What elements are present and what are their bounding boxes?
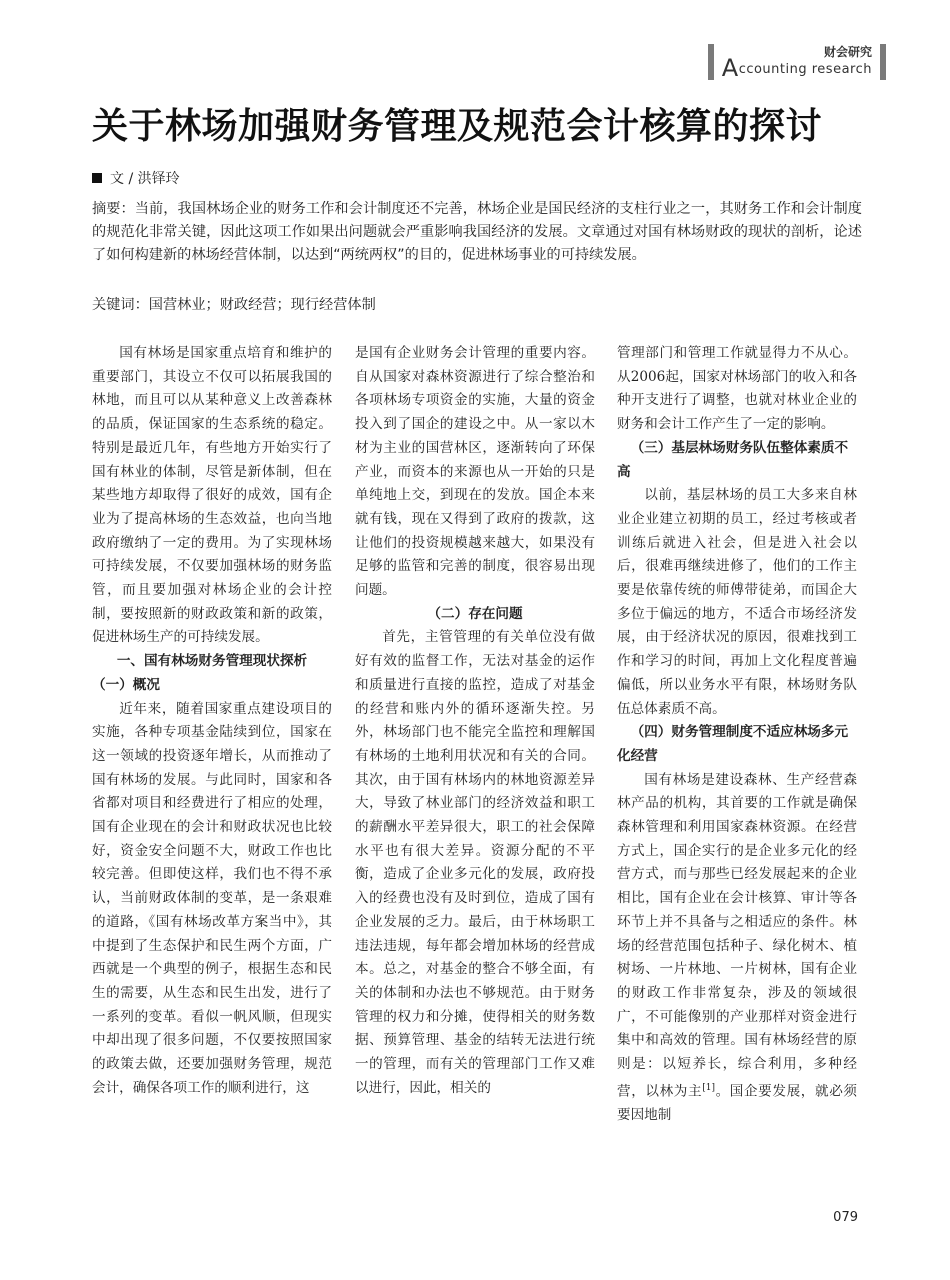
article-title: 关于林场加强财务管理及规范会计核算的探讨 [92,106,823,147]
keywords: 关键词：国营林业；财政经营；现行经营体制 [92,297,376,313]
abstract: 摘要：当前，我国林场企业的财务工作和会计制度还不完善，林场企业是国民经济的支柱行业之一，其财务工作和会计制度的规范化非常关键，因此这项工作如果出问题就会严重影响我国经济的发展。文章通过对国有林场财政的现状的剖析，论述了如何构建新的林场经营体制，以达到“两统两权”的目的，促进林场事业的可持续发展。 [92,201,862,263]
paragraph: 管理部门和管理工作就显得力不从心。从2006起，国家对林场部门的收入和各种开支进行了调整，也就对林业企业的财务和会计工作产生了一定的影响。 [617,345,857,433]
paragraph [617,769,857,1128]
paragraph: 以前，基层林场的员工大多来自林业企业建立初期的员工，经过考核或者训练后就进入社会，但是进入社会以后，很难再继续进修了，他们的工作主要是依靠传统的师傅带徒弟，而国企大多位于偏远的地方，不适合市场经济发展，由于经济状况的原因，很难找到工作和学习的时间，再加上文化程度普遍偏低，所以业务水平有限，林场财务队伍总体素质不高。 [617,487,857,717]
section-header [708,44,886,80]
paragraph: 是国有企业财务会计管理的重要内容。自从国家对森林资源进行了综合整治和各项林场专项资金的实施，大量的资金投入到了国企的建设之中。从一家以木材为主业的国营林区，逐渐转向了环保产业，而资本的来源也从一开始的只是单纯地上交，到现在的发放。国企本来就有钱，现在又得到了政府的拨款，这让他们的投资规模越来越大，如果没有足够的监管和完善的制度，很容易出现问题。 [355,345,595,599]
author-name: 文 / 洪铎玲 [110,171,180,187]
subsection-heading: （四）财务管理制度不适应林场多元化经营 [617,724,849,764]
section-name-cn: 财会研究 [823,45,872,59]
column-3 [617,342,857,1128]
subsection-heading: （三）基层林场财务队伍整体素质不高 [617,439,849,480]
square-bullet-icon [92,173,102,183]
section-name-en-rest: ccounting research [738,62,872,77]
column-2 [355,342,595,1101]
paragraph: 国有林场是国家重点培育和维护的重要部门，其设立不仅可以拓展我国的林地，而且可以从某种意义上改善森林的品质，保证国家的生态系统的稳定。特别是最近几年，有些地方开始实行了国有林业的体制，尽管是新体制，但在某些地方却取得了很好的成效，国有企业为了提高林场的生态效益，也向当地政府缴纳了一定的费用。为了实现林场可持续发展，不仅要加强林场的财务监管，而且要加强对林场企业的会计控制，要按照新的财政政策和新的政策，促进林场生产的可持续发展。 [92,345,332,646]
header-text [714,44,880,80]
paragraph: 近年来，随着国家重点建设项目的实施，各种专项基金陆续到位，国家在这一领域的投资逐年增长，从而推动了国有林场的发展。与此同时，国家和各省都对项目和经费进行了相应的处理，国有企业现在的会计和财政状况也比较好，资金安全问题不大，财政工作也比较完善。但即使这样，我们也不得不承认，当前财政体制的变革，是一条艰难的道路，《国有林场改革方案当中》，其中提到了生态保护和民生两个方面，广西就是一个典型的例子，根据生态和民生的需要，从生态和民生出发，进行了一系列的变革。看似一帆风顺，但现实中却出现了很多问题，不仅要按照国家的政策去做，还要加强财务管理，规范会计，确保各项工作的顺利进行，这 [92,700,332,1096]
author-line [92,168,180,188]
section-heading: 一、国有林场财务管理现状探析 [116,653,308,670]
section-name-en [721,54,872,82]
subsection-heading: （一）概况 [92,676,160,693]
subsection-heading: （二）存在问题 [427,605,523,622]
section-name-en-initial: A [721,54,739,82]
column-1 [92,342,332,1101]
reference-marker: [1] [702,1082,715,1093]
paragraph: 首先，主管管理的有关单位没有做好有效的监督工作，无法对基金的运作和质量进行直接的监控，造成了对基金的经营和账内外的循环逐渐失控。另外，林场部门也不能完全监控和理解国有林场的土地利用状况和有关的合同。其次，由于国有林场内的林地资源差异大，导致了林业部门的经济效益和职工的薪酬水平差异很大，职工的社会保障水平也有很大差异。资源分配的不平衡，造成了企业多元化的发展，政府投入的经费也没有及时到位，造成了国有企业发展的乏力。最后，由于林场职工违法违规，每年都会增加林场的经营成本。总之，对基金的整合不够全面，有关的体制和办法也不够规范。由于财务管理的权力和分摊，使得相关的财务数据、预算管理、基金的结转无法进行统一的管理，而有关的管理部门工作又难以进行，因此，相关的 [355,629,595,1096]
header-bar-right [880,44,886,80]
paragraph-text-tail: 。国企要发展，就必须要因地制 [617,1083,857,1124]
page-number: 079 [833,1210,858,1225]
paragraph-text: 国有林场是建设森林、生产经营森林产品的机构，其首要的工作就是确保森林管理和利用国家森林资源。在经营方式上，国企实行的是企业多元化的经营方式，而与那些已经发展起来的企业相比，国有企业在会计核算、审计等各环节上并不具备与之相适应的条件。林场的经营范围包括种子、绿化树木、植树场、一片林地、一片树林，国有企业的财政工作非常复杂，涉及的领域很广，不可能像别的产业那样对资金进行集中和高效的管理。国有林场经营的原则是：以短养长，综合利用，多种经营，以林为主 [617,771,857,1100]
